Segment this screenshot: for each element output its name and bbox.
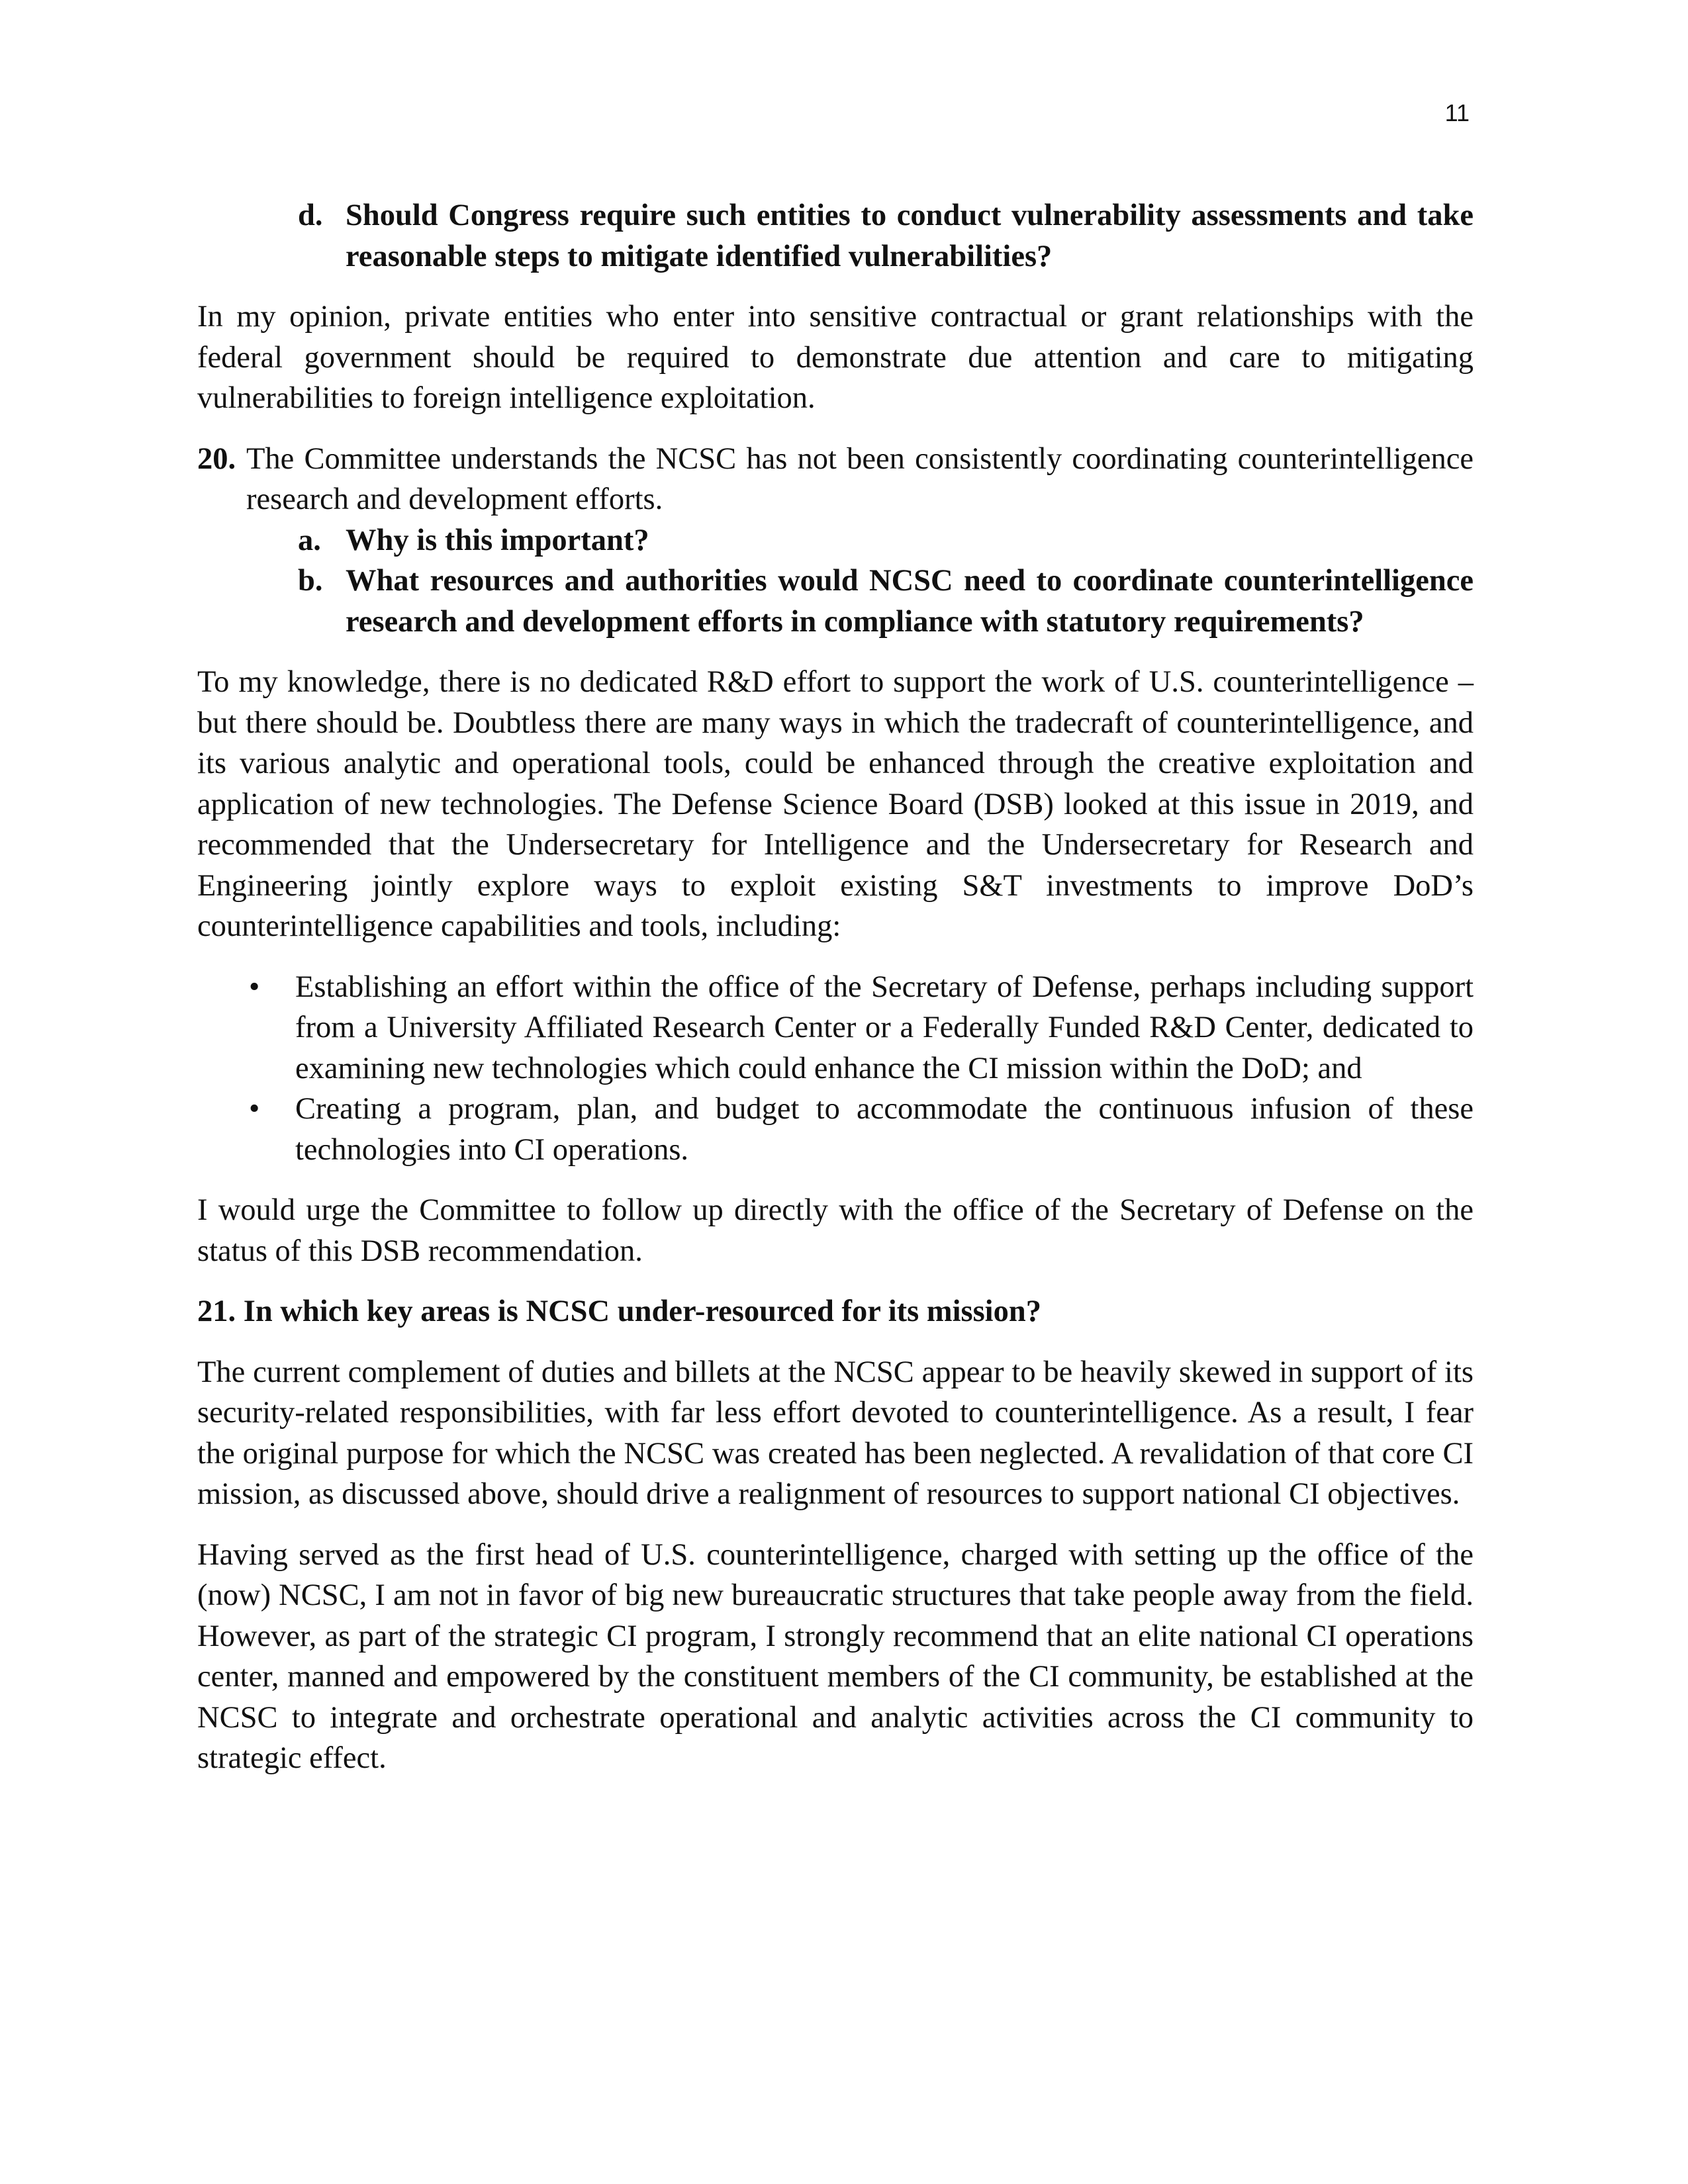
- question-text: The Committee understands the NCSC has not been consistently coordinating counterintelligence research and development efforts.: [246, 441, 1474, 516]
- bullet-icon: •: [249, 970, 260, 1004]
- question-number: 20.: [197, 441, 236, 476]
- recommendation-list: [197, 967, 1474, 1171]
- question-20a: [298, 520, 1474, 561]
- page-number: 11: [1444, 99, 1470, 126]
- question-text: Why is this important?: [346, 523, 649, 557]
- answer-21-paragraph-2: Having served as the first head of U.S. counterintelligence, charged with setting up the office of the (now) NCSC, I am not in favor of big new bureaucratic structures that take people away from the field. However, as part of the strategic CI program, I strongly recommend that an elite national CI operations center, manned and empowered by the constituent members of the CI community, be established at the NCSC to integrate and orchestrate operational and analytic activities across the CI community to strategic effect.: [197, 1537, 1474, 1775]
- question-label: a.: [298, 523, 321, 557]
- question-20b: [298, 561, 1474, 642]
- bullet-icon: •: [249, 1092, 260, 1126]
- question-19d: [298, 195, 1474, 277]
- answer-19d: In my opinion, private entities who enter into sensitive contractual or grant relationships with the federal government should be required to demonstrate due attention and care to mitigating vulnerabilities to foreign intelligence exploitation.: [197, 300, 1474, 415]
- list-item-text: Creating a program, plan, and budget to accommodate the continuous infusion of these technologies into CI operations.: [295, 1092, 1474, 1167]
- question-21: 21. In which key areas is NCSC under-resourced for its mission?: [197, 1295, 1041, 1328]
- question-label: d.: [298, 199, 323, 232]
- answer-20: To my knowledge, there is no dedicated R&D effort to support the work of U.S. counterintelligence – but there should be. Doubtless there are many ways in which the tradecraft of counterintelligence, and its various analytic and operational tools, could be enhanced through the creative exploitation and application of new technologies. The Defense Science Board (DSB) looked at this issue in 2019, and recommended that the Undersecretary for Intelligence and the Undersecretary for Research and Engineering jointly explore ways to exploit existing S&T investments to improve DoD’s counterintelligence capabilities and tools, including:: [197, 665, 1474, 943]
- question-label: b.: [298, 564, 323, 598]
- answer-20-closing: I would urge the Committee to follow up directly with the office of the Secretary of Defense on the status of this DSB recommendation.: [197, 1193, 1474, 1268]
- question-20: [197, 439, 1474, 520]
- list-item-text: Establishing an effort within the office of the Secretary of Defense, perhaps including support from a University Affiliated Research Center or a Federally Funded R&D Center, dedicated to examining new technologies which could enhance the CI mission within the DoD; and: [295, 970, 1474, 1085]
- document-body: [197, 195, 1474, 1779]
- question-text: Should Congress require such entities to conduct vulnerability assessments and take reasonable steps to mitigate identified vulnerabilities?: [346, 199, 1474, 273]
- list-item: [249, 967, 1474, 1089]
- list-item: [249, 1089, 1474, 1170]
- answer-21-paragraph-1: The current complement of duties and billets at the NCSC appear to be heavily skewed in support of its security-related responsibilities, with far less effort devoted to counterintelligence. As a result, I fear the original purpose for which the NCSC was created has been neglected. A revalidation of that core CI mission, as discussed above, should drive a realignment of resources to support national CI objectives.: [197, 1355, 1474, 1511]
- question-text: What resources and authorities would NCSC need to coordinate counterintelligence research and development efforts in compliance with statutory requirements?: [346, 564, 1474, 639]
